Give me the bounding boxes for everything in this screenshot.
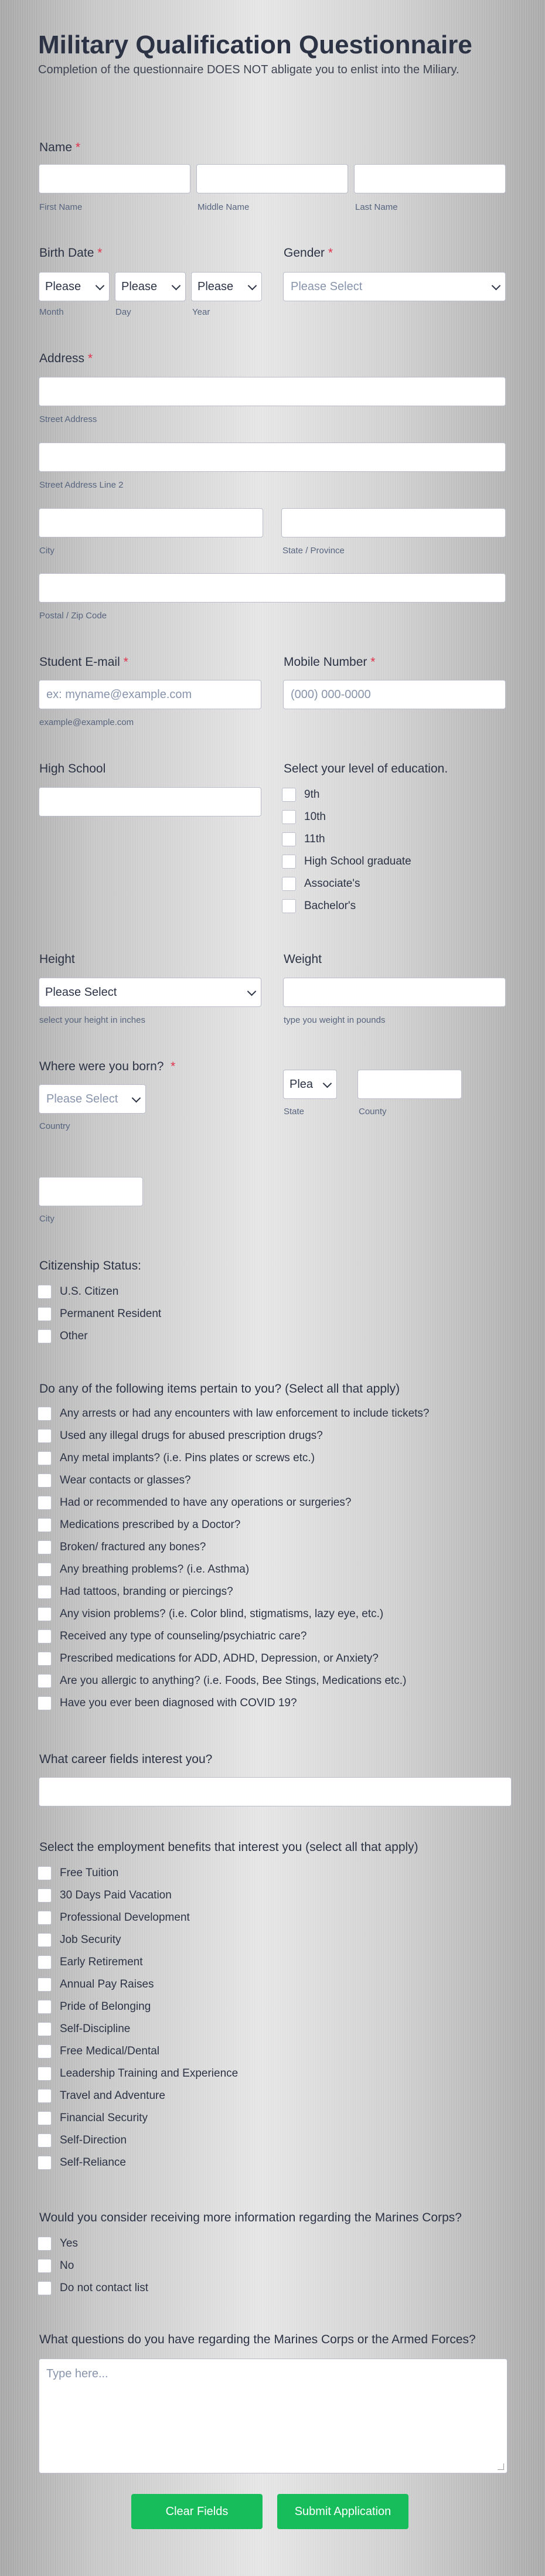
checkbox[interactable] — [282, 788, 296, 802]
option-label: Associate's — [304, 877, 360, 890]
option-label: Any arrests or had any encounters with law enforcement to include tickets? — [60, 1407, 430, 1420]
birth-country-sublabel: Country — [39, 1121, 70, 1131]
birth-state-value: Plea — [289, 1078, 314, 1091]
birth-date-label — [39, 246, 102, 260]
birth-day-select[interactable] — [115, 272, 186, 301]
option-label: Leadership Training and Experience — [60, 2067, 239, 2080]
checkbox[interactable] — [38, 1585, 52, 1599]
questions-textarea[interactable] — [39, 2359, 507, 2473]
state-province-sublabel: State / Province — [282, 546, 345, 556]
pertain-label: Do any of the following items pertain to you? (Select all that apply) — [39, 1382, 400, 1396]
required-marker: * — [97, 246, 103, 260]
checkbox[interactable] — [38, 1407, 52, 1421]
checkbox[interactable] — [38, 1540, 52, 1554]
citizenship-label: Citizenship Status: — [39, 1259, 141, 1272]
city-input[interactable] — [39, 508, 263, 537]
birth-county-input[interactable] — [357, 1070, 462, 1099]
birth-day-value: Please — [121, 280, 158, 293]
street-address-input[interactable] — [39, 377, 506, 406]
option-label: U.S. Citizen — [60, 1285, 119, 1298]
birth-month-value: Please — [45, 280, 81, 293]
submit-application-button[interactable]: Submit Application — [277, 2494, 408, 2529]
checkbox[interactable] — [282, 899, 296, 913]
checkbox[interactable] — [38, 1674, 52, 1688]
checkbox[interactable] — [38, 2000, 52, 2014]
option-label: Had or recommended to have any operations or surgeries? — [60, 1496, 352, 1509]
option-label: No — [60, 2259, 74, 2272]
checkbox[interactable] — [38, 1978, 52, 1992]
option-label: Other — [60, 1330, 88, 1342]
birth-day-sublabel: Day — [115, 307, 131, 317]
resize-handle-icon[interactable] — [498, 2463, 504, 2470]
name-label — [39, 141, 80, 155]
first-name-input[interactable] — [39, 164, 190, 193]
checkbox[interactable] — [282, 832, 296, 846]
checkbox[interactable] — [38, 1955, 52, 1969]
birth-year-value: Please — [197, 280, 234, 293]
option-label: Financial Security — [60, 2112, 148, 2124]
option-label: Any vision problems? (i.e. Color blind, stigmatisms, lazy eye, etc.) — [60, 1608, 384, 1620]
option-label: Free Tuition — [60, 1867, 119, 1879]
height-select[interactable] — [39, 978, 261, 1007]
checkbox[interactable] — [38, 1451, 52, 1465]
checkbox[interactable] — [38, 1563, 52, 1577]
questions-placeholder: Type here... — [46, 2367, 108, 2380]
checkbox[interactable] — [38, 2156, 52, 2170]
mobile-label — [284, 655, 375, 669]
email-label — [39, 655, 128, 669]
option-label: Professional Development — [60, 1911, 190, 1924]
birth-date-label-text: Birth Date — [39, 246, 94, 260]
birth-month-select[interactable] — [39, 272, 110, 301]
option-label: Have you ever been diagnosed with COVID 19? — [60, 1697, 297, 1709]
checkbox[interactable] — [38, 1518, 52, 1532]
checkbox[interactable] — [38, 1607, 52, 1621]
last-name-input[interactable] — [354, 164, 506, 193]
postal-code-input[interactable] — [39, 573, 506, 603]
option-label: Permanent Resident — [60, 1308, 162, 1320]
birth-month-sublabel: Month — [39, 307, 64, 317]
checkbox[interactable] — [38, 1429, 52, 1443]
checkbox[interactable] — [38, 2237, 52, 2251]
checkbox[interactable] — [38, 2111, 52, 2125]
option-label: Received any type of counseling/psychiatric care? — [60, 1630, 307, 1642]
email-input[interactable] — [39, 680, 261, 709]
option-label: Used any illegal drugs for abused prescription drugs? — [60, 1430, 323, 1442]
required-marker: * — [87, 352, 93, 365]
checkbox[interactable] — [38, 2022, 52, 2036]
city-sublabel: City — [39, 546, 54, 556]
option-label: Any breathing problems? (i.e. Asthma) — [60, 1563, 250, 1575]
street-address-sublabel: Street Address — [39, 414, 97, 424]
more-info-label: Would you consider receiving more information regarding the Marines Corps? — [39, 2211, 462, 2224]
career-label: What career fields interest you? — [39, 1753, 213, 1766]
checkbox[interactable] — [38, 1285, 52, 1299]
high-school-label: High School — [39, 762, 106, 775]
option-label: Are you allergic to anything? (i.e. Foods, Bee Stings, Medications etc.) — [60, 1675, 407, 1687]
email-placeholder: ex: myname@example.com — [46, 688, 192, 701]
option-label: High School graduate — [304, 855, 411, 867]
option-label: 10th — [304, 811, 326, 823]
height-sublabel: select your height in inches — [39, 1015, 145, 1025]
checkbox[interactable] — [38, 1696, 52, 1710]
checkbox[interactable] — [38, 1888, 52, 1903]
street-address-2-sublabel: Street Address Line 2 — [39, 480, 124, 490]
required-marker: * — [328, 246, 333, 260]
checkbox[interactable] — [38, 1629, 52, 1643]
checkbox[interactable] — [38, 1496, 52, 1510]
form-subtitle: Completion of the questionnaire DOES NOT abligate you to enlist into the Miliary. — [38, 63, 459, 76]
middle-name-input[interactable] — [196, 164, 348, 193]
form-title: Military Qualification Questionnaire — [38, 30, 472, 59]
checkbox[interactable] — [38, 1911, 52, 1925]
postal-code-sublabel: Postal / Zip Code — [39, 611, 107, 621]
birth-country-placeholder: Please Select — [46, 1093, 118, 1105]
checkbox[interactable] — [38, 1474, 52, 1488]
weight-label: Weight — [284, 952, 322, 966]
option-label: Do not contact list — [60, 2282, 149, 2294]
height-value: Please Select — [45, 986, 117, 999]
required-marker: * — [123, 655, 128, 669]
checkbox[interactable] — [38, 1866, 52, 1880]
mobile-label-text: Mobile Number — [284, 655, 367, 669]
mobile-input[interactable] — [283, 680, 506, 709]
last-name-sublabel: Last Name — [355, 202, 398, 212]
option-label: Self-Reliance — [60, 2156, 126, 2169]
email-label-text: Student E-mail — [39, 655, 120, 669]
checkbox[interactable] — [38, 1307, 52, 1321]
option-label: Pride of Belonging — [60, 2000, 151, 2013]
birth-year-select[interactable] — [191, 272, 262, 301]
option-label: Self-Direction — [60, 2134, 127, 2146]
option-label: Travel and Adventure — [60, 2090, 165, 2102]
option-label: Annual Pay Raises — [60, 1978, 154, 1990]
address-label — [39, 352, 93, 366]
education-label: Select your level of education. — [284, 762, 448, 775]
height-label: Height — [39, 952, 75, 966]
option-label: 9th — [304, 788, 320, 801]
weight-input[interactable] — [283, 978, 506, 1007]
checkbox[interactable] — [282, 810, 296, 824]
questions-label: What questions do you have regarding the Marines Corps or the Armed Forces? — [39, 2333, 476, 2346]
first-name-sublabel: First Name — [39, 202, 83, 212]
option-label: 30 Days Paid Vacation — [60, 1889, 172, 1901]
option-label: Medications prescribed by a Doctor? — [60, 1519, 241, 1531]
birthplace-label — [39, 1060, 175, 1074]
checkbox[interactable] — [38, 2259, 52, 2273]
gender-placeholder: Please Select — [291, 280, 363, 293]
birthplace-label-text: Where were you born? — [39, 1060, 164, 1073]
option-label: Free Medical/Dental — [60, 2045, 160, 2057]
option-label: Wear contacts or glasses? — [60, 1474, 191, 1486]
option-label: Any metal implants? (i.e. Pins plates or screws etc.) — [60, 1452, 315, 1464]
birth-city-sublabel: City — [39, 1214, 54, 1224]
checkbox[interactable] — [38, 1652, 52, 1666]
gender-label — [284, 246, 333, 260]
option-label: 11th — [304, 833, 325, 845]
required-marker: * — [75, 141, 81, 154]
address-label-text: Address — [39, 352, 85, 365]
option-label: Broken/ fractured any bones? — [60, 1541, 206, 1553]
option-label: Yes — [60, 2237, 78, 2250]
birth-year-sublabel: Year — [192, 307, 210, 317]
required-marker: * — [171, 1060, 176, 1073]
gender-select[interactable] — [283, 272, 506, 301]
checkbox[interactable] — [282, 855, 296, 869]
checkbox[interactable] — [282, 877, 296, 891]
option-label: Had tattoos, branding or piercings? — [60, 1585, 233, 1598]
weight-sublabel: type you weight in pounds — [284, 1015, 386, 1025]
clear-fields-button[interactable]: Clear Fields — [131, 2494, 263, 2529]
mobile-placeholder: (000) 000-0000 — [291, 688, 371, 701]
birth-city-input[interactable] — [39, 1177, 143, 1206]
name-label-text: Name — [39, 141, 73, 154]
middle-name-sublabel: Middle Name — [197, 202, 250, 212]
career-input[interactable] — [39, 1777, 512, 1806]
birth-country-select[interactable] — [39, 1084, 146, 1114]
high-school-input[interactable] — [39, 787, 261, 816]
option-label: Early Retirement — [60, 1956, 143, 1968]
required-marker: * — [370, 655, 376, 669]
checkbox[interactable] — [38, 2044, 52, 2058]
option-label: Self-Discipline — [60, 2023, 131, 2035]
checkbox[interactable] — [38, 2281, 52, 2295]
benefits-label: Select the employment benefits that interest you (select all that apply) — [39, 1840, 418, 1854]
state-province-input[interactable] — [281, 508, 506, 537]
birth-state-sublabel: State — [284, 1107, 305, 1117]
birth-county-sublabel: County — [359, 1107, 387, 1117]
checkbox[interactable] — [38, 1329, 52, 1343]
option-label: Prescribed medications for ADD, ADHD, Depression, or Anxiety? — [60, 1652, 379, 1665]
street-address-2-input[interactable] — [39, 443, 506, 472]
checkbox[interactable] — [38, 2089, 52, 2103]
option-label: Job Security — [60, 1934, 121, 1946]
option-label: Bachelor's — [304, 900, 356, 912]
birth-state-select[interactable] — [283, 1070, 337, 1099]
gender-label-text: Gender — [284, 246, 325, 260]
email-sublabel: example@example.com — [39, 717, 134, 727]
checkbox[interactable] — [38, 1933, 52, 1947]
checkbox[interactable] — [38, 2067, 52, 2081]
checkbox[interactable] — [38, 2133, 52, 2148]
